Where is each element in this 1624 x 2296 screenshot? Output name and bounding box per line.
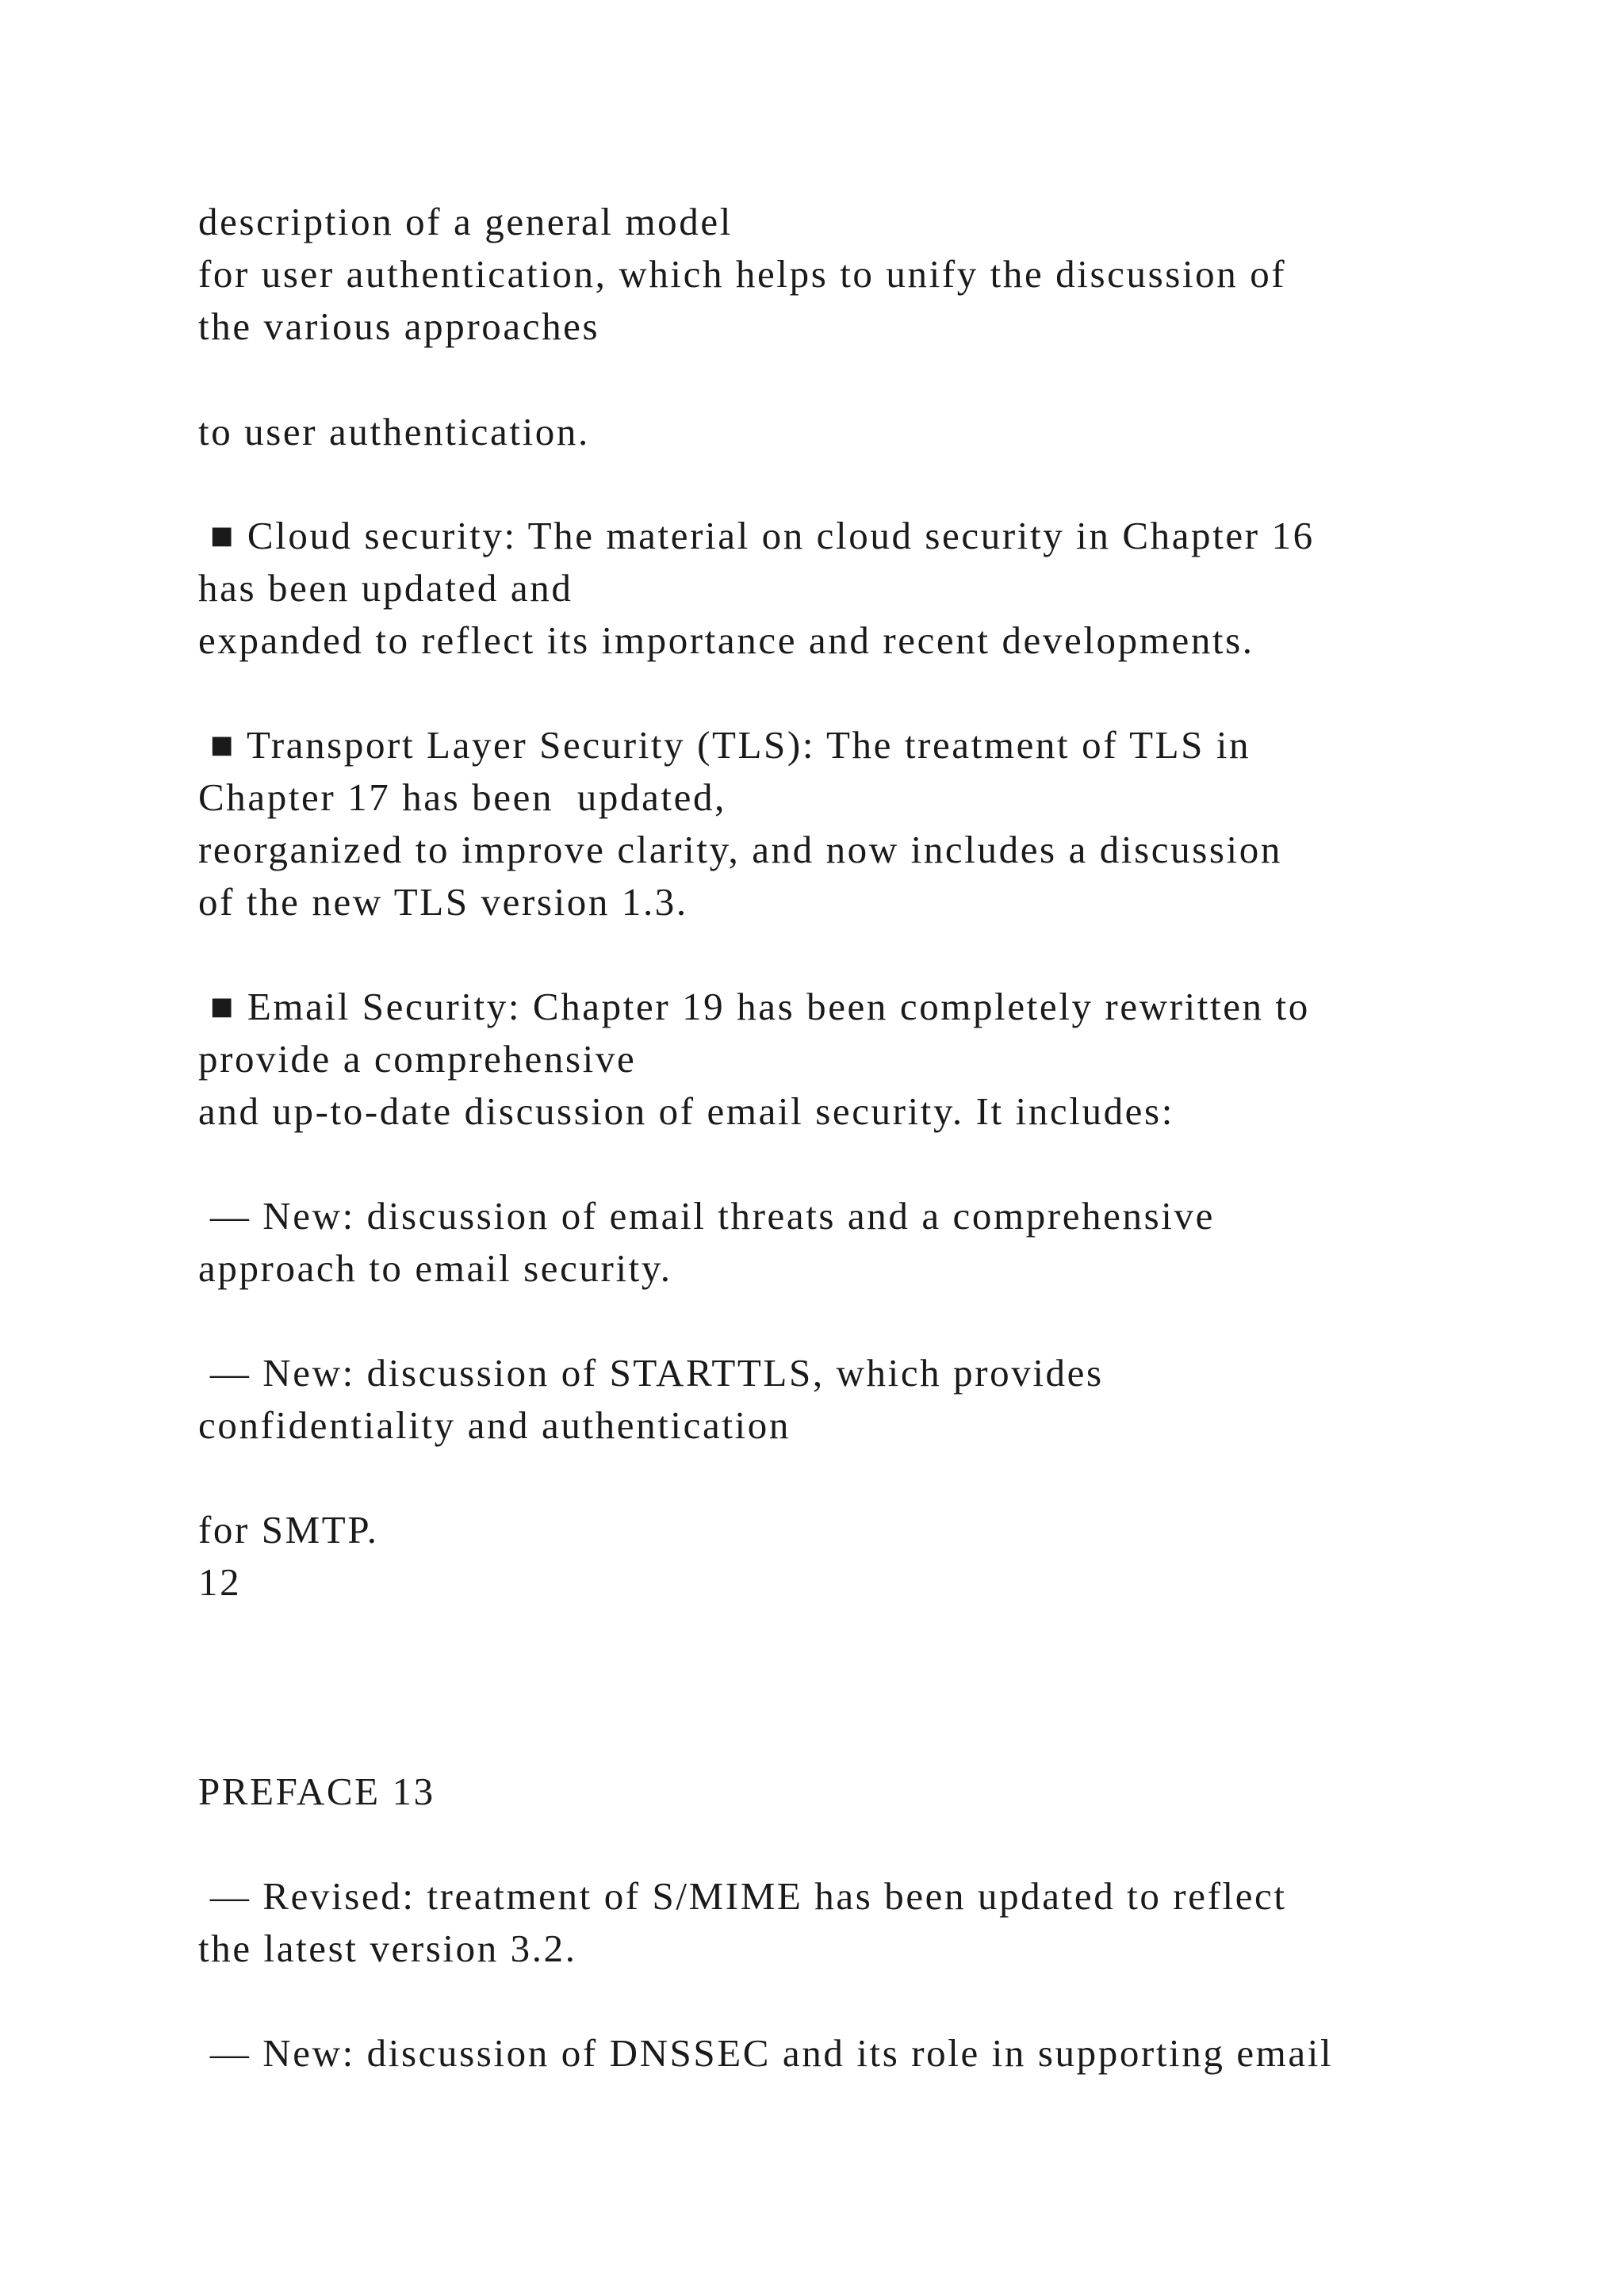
text-line: of the new TLS version 1.3. xyxy=(198,880,688,924)
text-line: expanded to reflect its importance and recent developments. xyxy=(198,618,1254,662)
text-line: ■ Email Security: Chapter 19 has been completely rewritten to xyxy=(198,985,1310,1028)
text-line: Chapter 17 has been updated, xyxy=(198,775,726,819)
text-line: — New: discussion of email threats and a comprehensive xyxy=(198,1194,1215,1238)
text-line: description of a general model xyxy=(198,200,733,243)
text-line: confidentiality and authentication xyxy=(198,1403,791,1447)
text-line: the various approaches xyxy=(198,304,600,348)
text-line: the latest version 3.2. xyxy=(198,1927,577,1970)
running-header: PREFACE 13 xyxy=(198,1770,435,1813)
page-number: 12 xyxy=(198,1560,242,1604)
text-line: and up-to-date discussion of email security. It includes: xyxy=(198,1089,1174,1133)
text-line: reorganized to improve clarity, and now includes a discussion xyxy=(198,828,1282,871)
text-line: provide a comprehensive xyxy=(198,1037,637,1081)
text-line: for SMTP. xyxy=(198,1508,379,1552)
text-line: approach to email security. xyxy=(198,1246,672,1290)
text-line: ■ Transport Layer Security (TLS): The treatment of TLS in xyxy=(198,723,1251,767)
text-line: to user authentication. xyxy=(198,410,590,453)
text-line: has been updated and xyxy=(198,566,573,610)
text-line: for user authentication, which helps to unify the discussion of xyxy=(198,252,1287,296)
text-line: — New: discussion of STARTTLS, which provides xyxy=(198,1351,1104,1395)
text-line: ■ Cloud security: The material on cloud security in Chapter 16 xyxy=(198,514,1315,557)
text-line: — New: discussion of DNSSEC and its role in supporting email xyxy=(198,2031,1334,2075)
text-line: — Revised: treatment of S/MIME has been updated to reflect xyxy=(198,1874,1287,1918)
